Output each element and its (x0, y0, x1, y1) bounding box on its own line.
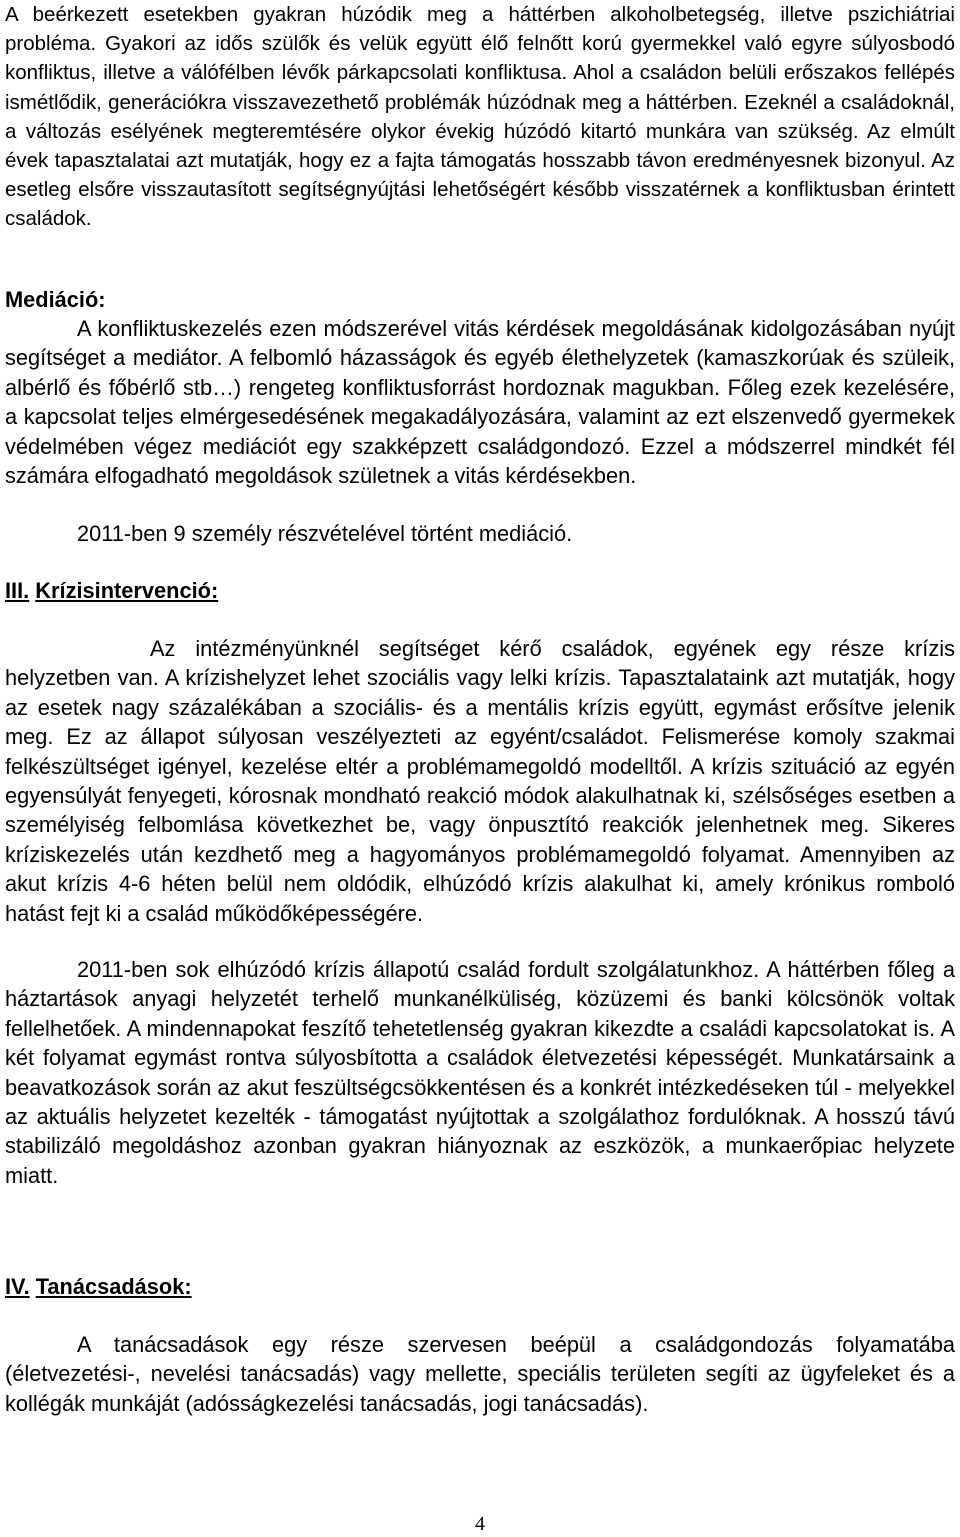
crisis-paragraph-1: Az intézményünknél segítséget kérő családok, egyének egy része krízis helyzetben van. A krízishelyzet lehet szociális vagy lelki krízis. Tapasztalataink azt mutatják, hogy az esetek nagy százalékában a szociális- és a mentális krízis együtt, egymást erősítve jelenik meg. Ez az állapot súlyosan veszélyezteti az egyént/családot. Felismerése komoly szakmai felkészültséget igényel, kezelése eltér a problémamegoldó modelltől. A krízis szituáció az egyén egyensúlyát fenyegeti, kórosnak mondható reakció módok alakulhatnak ki, szélsőséges esetben a személyiség felbomlása következhet be, vagy önpusztító reakciók jelenhetnek meg. Sikeres kríziskezelés után kezdhető meg a hagyományos problémamegoldó folyamat. Amennyiben az akut krízis 4-6 héten belül nem oldódik, elhúzódó krízis alakulhat ki, amely krónikus romboló hatást fejt ki a család működőképességére. (5, 636, 955, 926)
mediation-heading (5, 285, 955, 314)
mediation-heading-label: Mediáció: (5, 287, 106, 312)
crisis-heading-label: Krízisintervenció: (35, 578, 219, 603)
counselling-numeral: IV. (5, 1274, 30, 1299)
counselling-heading-label: Tanácsadások: (35, 1274, 192, 1299)
mediation-paragraph: A konfliktuskezelés ezen módszerével vitás kérdések megoldásának kidolgozásában nyújt segítséget a mediátor. A felbomló házasságok és egyéb élethelyzetek (kamaszkorúak és szüleik, albérlő és főbérlő stb…) rengeteg konfliktusforrást hordoznak magukban. Főleg ezek kezelésére, a kapcsolat teljes elmérgesedésének megakadályozására, valamint az ezt elszenvedő gyermekek védelmében végez mediációt egy szakképzett családgondozó. Ezzel a módszerrel mindkét fél számára elfogadható megoldások születnek a vitás kérdésekben. (5, 316, 955, 489)
mediation-stat-line: 2011-ben 9 személy részvételével történt mediáció. (77, 521, 573, 546)
crisis-numeral: III. (5, 578, 30, 603)
page-number: 4 (475, 1513, 485, 1535)
counselling-paragraph: A tanácsadások egy része szervesen beépül a családgondozás folyamatába (életvezetési-, nevelési tanácsadás) vagy mellette, speciális területen segíti az ügyfeleket és a kollégák munkáját (adósságkezelési tanácsadás, jogi tanácsadás). (5, 1332, 955, 1416)
crisis-paragraph-2: 2011-ben sok elhúzódó krízis állapotú család fordult szolgálatunkhoz. A háttérben főleg a háztartások anyagi helyzetét terhelő munkanélküliség, közüzemi és banki kölcsönök voltak fellelhetőek. A mindennapokat feszítő tehetetlenség gyakran kikezdte a családi kapcsolatokat is. A két folyamat egymást rontva súlyosbította a családok életvezetési képességét. Munkatársaink a beavatkozások során az akut feszültségcsökkentésen és a konkrét intézkedéseken túl - melyekkel az aktuális helyzetet kezelték - támogatást nyújtottak a szolgálathoz fordulóknak. A hosszú távú stabilizáló megoldáshoz azonban gyakran hiányoznak az eszközök, a munkaerőpiac helyzete miatt. (5, 957, 955, 1188)
intro-paragraph: A beérkezett esetekben gyakran húzódik meg a háttérben alkoholbetegség, illetve pszichiátriai probléma. Gyakori az idős szülők és velük együtt élő felnőtt korú gyermekkel való egyre súlyosbodó konfliktus, illetve a válófélben lévők párkapcsolati konfliktusa. Ahol a családon belüli erőszakos fellépés ismétlődik, generációkra visszavezethető problémák húzódnak meg a háttérben. Ezeknél a családoknál, a változás esélyének megteremtésére olykor évekig húzódó kitartó munkára van szükség. Az elmúlt évek tapasztalatai azt mutatják, hogy ez a fajta támogatás hosszabb távon eredményesnek bizonyul. Az esetleg elsőre visszautasított segítségnyújtási lehetőségért később visszatérnek a konfliktusban érintett családok. (5, 3, 955, 231)
crisis-section-heading (5, 576, 955, 605)
counselling-section-heading (5, 1272, 955, 1301)
